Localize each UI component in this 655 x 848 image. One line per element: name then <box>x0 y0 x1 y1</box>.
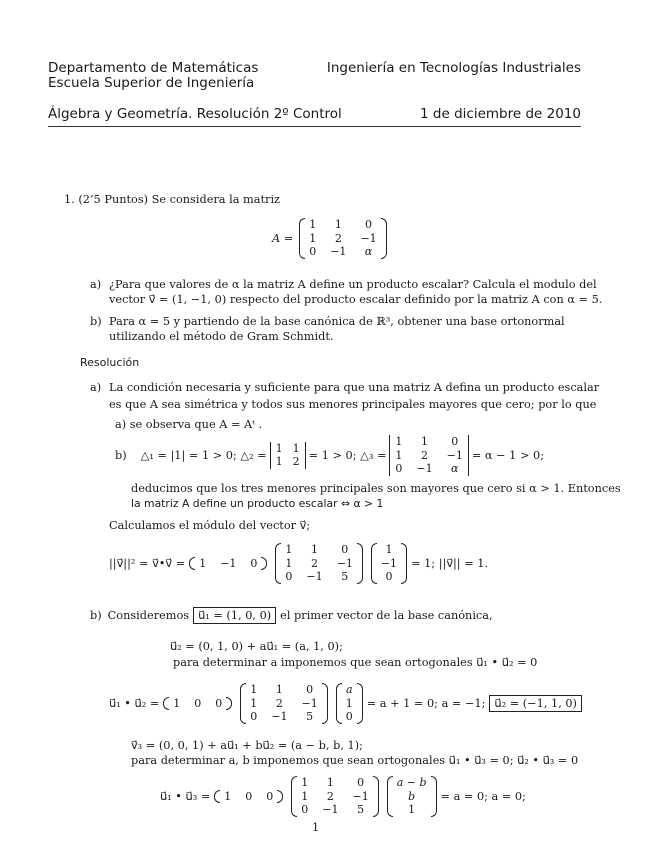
matrix-alpha5 <box>250 683 317 724</box>
matrix-entry: 5 <box>306 710 314 723</box>
matrix-entry: 1 <box>309 218 317 231</box>
matrix-entry: −1 <box>446 448 463 462</box>
vector-entry: a <box>345 683 353 696</box>
matrix-entry: 1 <box>326 776 334 789</box>
vector-entry: 0 <box>215 696 223 710</box>
matrix-entry: 0 <box>285 570 293 583</box>
vector-entry: 1 <box>385 543 393 556</box>
part-a-line1: ¿Para que valores de α la matriz A define un producto escalar? Calcula el modulo del <box>109 278 597 291</box>
matrix-entry: 0 <box>341 543 349 556</box>
problem-heading <box>64 193 280 207</box>
matrix-entry: 2 <box>326 789 334 803</box>
matrix-entry: 1 <box>285 543 293 556</box>
matrix-entry: 0 <box>309 245 317 258</box>
row-vector-e1 <box>224 790 273 804</box>
matrix-entry: 1 <box>301 776 309 789</box>
minor-1-and-2: △₁ = |1| = 1 > 0; △₂ = <box>140 448 267 462</box>
u1u2-computation <box>109 683 582 724</box>
norm-result: = 1; ||v⃗|| = 1. <box>411 556 489 570</box>
part-b-line2: utilizando el método de Gram Schmidt. <box>109 330 334 343</box>
matrix-entry: 2 <box>292 455 300 469</box>
matrix-alpha5 <box>285 543 352 584</box>
sol-a-line2: es que A sea simétrica y todos sus menores principales mayores que cero; por lo que <box>109 398 597 411</box>
matrix-entry: 0 <box>250 710 258 723</box>
part-a-label: a) <box>90 278 102 291</box>
vector-entry: 0 <box>266 789 274 803</box>
vector-entry: 1 <box>199 556 207 570</box>
matrix-entry: α <box>364 245 373 258</box>
matrix-entry: 1 <box>309 231 317 245</box>
matrix-entry: −1 <box>301 696 318 710</box>
vector-entry: a − b <box>396 776 427 789</box>
matrix-entry: −1 <box>360 231 377 245</box>
sol-b-intro <box>90 607 493 624</box>
matrix-entry: 0 <box>451 435 459 448</box>
norm-computation <box>109 543 488 584</box>
matrix-entry: 1 <box>275 455 283 469</box>
sol-a-sub-b-label: b) <box>115 448 127 462</box>
solution-title: Resolución <box>80 356 140 369</box>
deduce-line1: deducimos que los tres menores principales son mayores que cero si α > 1. Entonces <box>131 482 621 495</box>
matrix-entry: α <box>451 462 459 475</box>
matrix-entry: −1 <box>352 789 369 803</box>
matrix-entry: 0 <box>357 776 365 789</box>
vector-entry: −1 <box>380 556 398 570</box>
deduce-line2: la matriz A define un producto escalar ⇔ α > 1 <box>131 497 384 510</box>
matrix-entry: −1 <box>271 710 288 723</box>
u1u2-result: = a + 1 = 0; a = −1; <box>366 696 486 710</box>
vector-entry: 1 <box>345 696 353 710</box>
vector-entry: 0 <box>194 696 202 710</box>
v3-definition: v⃗₃ = (0, 0, 1) + au⃗₁ + bu⃗₂ = (a − b, b, 1); <box>131 739 363 752</box>
part-b-line1: Para α = 5 y partiendo de la base canónica de ℝ³, obtener una base ortonormal <box>109 315 565 328</box>
row-vector-v <box>199 557 257 571</box>
matrix-entry: 0 <box>365 218 373 231</box>
vector-entry: −1 <box>220 556 237 570</box>
problem-number: 1. <box>64 193 75 206</box>
vector-entry: b <box>408 789 416 803</box>
u2-condition: para determinar a imponemos que sean ortogonales u⃗₁ • u⃗₂ = 0 <box>173 656 538 669</box>
det-2x2 <box>276 442 300 469</box>
sol-a-label: a) <box>90 381 102 394</box>
vector-entry: 0 <box>385 570 393 583</box>
u1u3-lhs: u⃗₁ • u⃗₃ = <box>160 789 211 803</box>
u2-boxed: u⃗₂ = (−1, 1, 0) <box>489 695 582 712</box>
exam-date: 1 de diciembre de 2010 <box>420 106 581 122</box>
department: Departamento de Matemáticas <box>48 60 259 76</box>
matrix-entry: 1 <box>285 556 293 570</box>
norm-lhs: ||v⃗||² = v⃗•v⃗ = <box>109 556 186 570</box>
vector-entry: 1 <box>224 789 232 803</box>
vector-entry: 1 <box>173 696 181 710</box>
matrix-entry: 0 <box>395 462 403 475</box>
matrix-entry: 1 <box>275 441 283 455</box>
col-vector-a <box>346 683 353 724</box>
sol-a-sub-a: a) se observa que A = Aᵗ . <box>115 418 263 431</box>
course-title: Álgebra y Geometría. Resolución 2º Control <box>48 106 342 122</box>
matrix-entry: 2 <box>275 696 283 710</box>
matrix-entry: 1 <box>395 448 403 462</box>
u1u2-lhs: u⃗₁ • u⃗₂ = <box>109 696 160 710</box>
matrix-alpha5 <box>301 776 368 817</box>
matrix-entry: 1 <box>301 789 309 803</box>
matrix-entry: 1 <box>250 683 258 696</box>
u1u3-computation <box>160 776 526 817</box>
sol-b-consider: Consideremos <box>107 609 190 622</box>
matrix-A-definition <box>272 218 391 259</box>
vector-entry: 0 <box>345 710 353 723</box>
calc-intro: Calculamos el módulo del vector v⃗; <box>109 519 311 532</box>
u1-boxed: u⃗₁ = (1, 0, 0) <box>193 607 276 624</box>
problem-intro: Se considera la matriz <box>151 193 281 206</box>
vector-entry: 0 <box>245 789 253 803</box>
matrix-entry: −1 <box>306 570 323 583</box>
matrix-entry: 1 <box>311 543 319 556</box>
school: Escuela Superior de Ingeniería <box>48 75 255 91</box>
matrix-entry: −1 <box>336 556 353 570</box>
part-b-label: b) <box>90 315 102 328</box>
sol-a-line1: La condición necesaria y suficiente para que una matriz A defina un producto escalar <box>109 381 600 394</box>
matrix-label: A = <box>272 231 294 245</box>
sol-b-label: b) <box>90 609 102 622</box>
matrix-entry: 1 <box>395 435 403 448</box>
matrix-entry: 5 <box>341 570 349 583</box>
u3-condition: para determinar a, b imponemos que sean ortogonales u⃗₁ • u⃗₃ = 0; u⃗₂ • u⃗₃ = 0 <box>131 754 579 767</box>
matrix-entry: 5 <box>357 803 365 816</box>
header-rule <box>48 126 581 127</box>
matrix-entry: 0 <box>306 683 314 696</box>
minor-3-result: = α − 1 > 0; <box>471 448 545 462</box>
matrix-entry: 1 <box>250 696 258 710</box>
page-number: 1 <box>312 821 320 834</box>
minor-3-prefix: = 1 > 0; △₃ = <box>308 448 387 462</box>
matrix-entry: 1 <box>334 218 342 231</box>
part-a-line2: vector v⃗ = (1, −1, 0) respecto del producto escalar definido por la matriz A con α = 5. <box>109 293 603 306</box>
u1u3-result: = a = 0; a = 0; <box>440 789 526 803</box>
minors-line <box>115 435 544 476</box>
matrix-entry: 0 <box>301 803 309 816</box>
vector-entry: 1 <box>408 803 416 816</box>
matrix-entry: 1 <box>275 683 283 696</box>
matrix-entry: 2 <box>334 231 342 245</box>
matrix-entry: 1 <box>292 441 300 455</box>
u2-definition: u⃗₂ = (0, 1, 0) + au⃗₁ = (a, 1, 0); <box>170 640 343 653</box>
col-vector-v <box>381 543 397 584</box>
matrix-entry: −1 <box>330 245 347 258</box>
matrix-entry: 1 <box>421 435 429 448</box>
matrix-entry: 2 <box>311 556 319 570</box>
matrix-A <box>309 218 376 259</box>
col-vector-ab <box>397 776 427 817</box>
degree: Ingeniería en Tecnologías Industriales <box>326 60 581 76</box>
matrix-entry: −1 <box>322 803 339 816</box>
matrix-entry: −1 <box>416 462 433 475</box>
sol-b-first: el primer vector de la base canónica, <box>280 609 493 622</box>
det-3x3 <box>395 435 462 476</box>
matrix-entry: 2 <box>421 448 429 462</box>
row-vector-e1 <box>173 697 222 711</box>
problem-points: (2’5 Puntos) <box>78 193 149 206</box>
vector-entry: 0 <box>250 556 258 570</box>
